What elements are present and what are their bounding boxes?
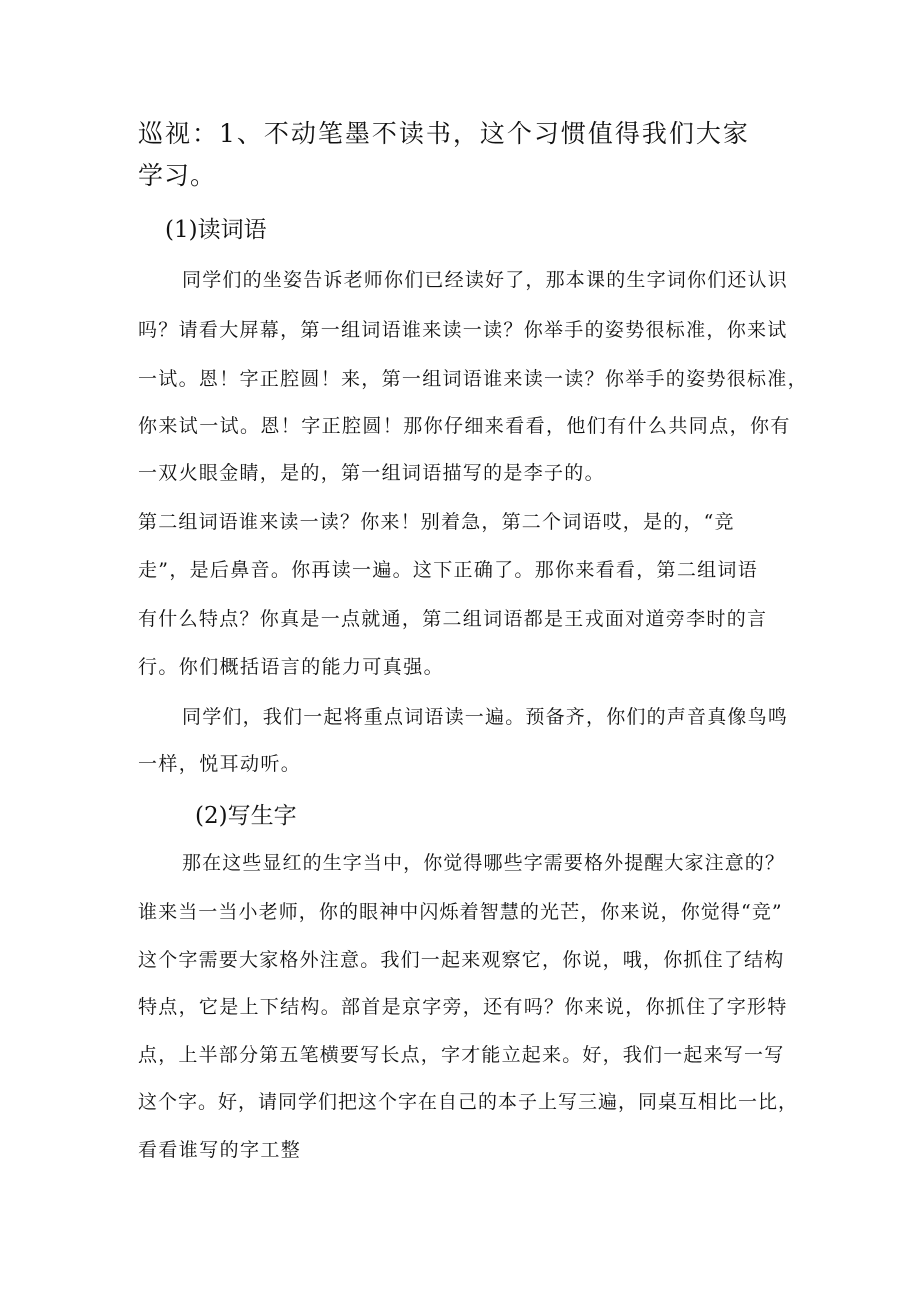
section-2-heading: (2)写生字 [195,803,297,829]
title-line-2: 学习。 [138,161,217,190]
paragraph-line: 走”，是后鼻音。你再读一遍。这下正确了。那你来看看，第二组词语 [138,559,759,581]
paragraph-line: 同学们，我们一起将重点词语读一遍。预备齐，你们的声音真像鸟鸣 [182,706,789,728]
paragraph-line: 看看谁写的字工整 [138,1139,302,1161]
paragraph-line: 这个字。好，请同学们把这个字在自己的本子上写三遍，同桌互相比一比， [138,1091,799,1113]
paragraph-line: 谁来当一当小老师，你的眼神中闪烁着智慧的光芒，你来说，你觉得“竞” [138,901,783,923]
paragraph-line: 第二组词语谁来读一读？你来！别着急，第二个词语哎，是的，“竞 [138,511,735,533]
section-1-heading: (1)读词语 [165,217,267,243]
paragraph-line: 你来试一试。恩！字正腔圆！那你仔细来看看，他们有什么共同点，你有 [138,415,791,437]
paragraph-line: 一样，悦耳动听。 [138,753,302,775]
paragraph-line: 同学们的坐姿告诉老师你们已经读好了，那本课的生字词你们还认识 [182,269,789,291]
paragraph-line: 这个字需要大家格外注意。我们一起来观察它，你说，哦，你抓住了结构 [138,949,785,971]
paragraph-line: 吗？请看大屏幕，第一组词语谁来读一读？你举手的姿势很标准，你来试 [138,319,788,341]
title-line-1: 巡视：1、不动笔墨不读书，这个习惯值得我们大家 [138,119,750,148]
paragraph-line: 有什么特点？你真是一点就通，第二组词语都是王戎面对道旁李时的言 [138,608,768,630]
paragraph-line: 特点，它是上下结构。部首是京字旁，还有吗？你来说，你抓住了字形特 [138,996,788,1018]
paragraph-line: 一双火眼金睛，是的，第一组词语描写的是李子的。 [138,462,605,484]
paragraph-line: 一试。恩！字正腔圆！来，第一组词语谁来读一读？你举手的姿势很标准， [138,368,808,390]
paragraph-line: 点，上半部分第五笔横要写长点，字才能立起来。好，我们一起来写一写 [138,1044,785,1066]
paragraph-line: 行。你们概括语言的能力可真强。 [138,656,445,678]
paragraph-line: 那在这些显红的生字当中，你觉得哪些字需要格外提醒大家注意的？ [182,852,786,874]
